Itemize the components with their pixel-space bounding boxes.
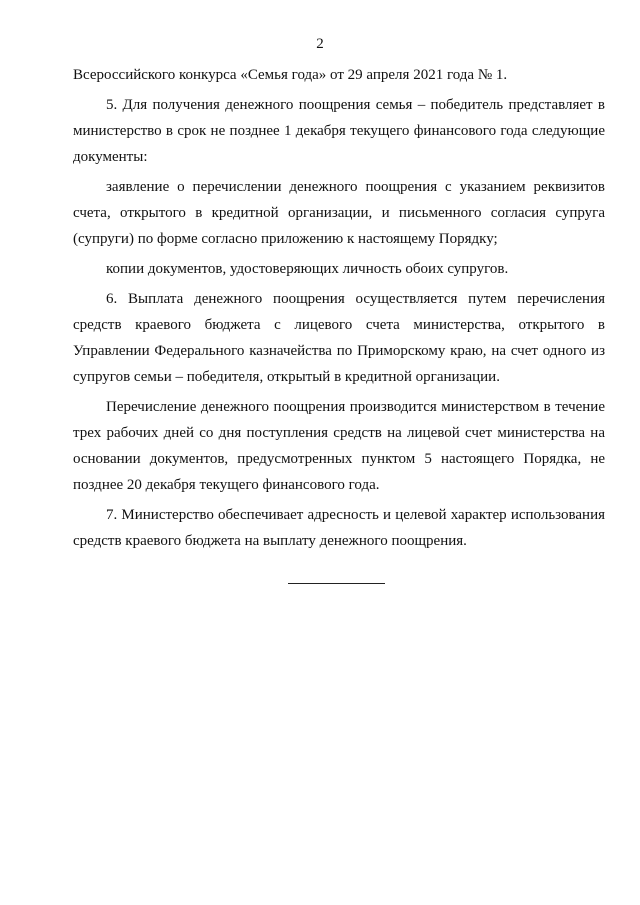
paragraph-item-7: 7. Министерство обеспечивает адресность и целевой характер использования средств краевого бюджета на выплату денежного поощрения. bbox=[73, 507, 605, 549]
paragraph-continuation: Всероссийского конкурса «Семья года» от 29 апреля 2021 года № 1. bbox=[73, 67, 508, 83]
paragraph-item-6: 6. Выплата денежного поощрения осуществляется путем перечисления средств краевого бюджета с лицевого счета министерства, открытого в Управлении Федерального казначейства по Приморскому краю, на счет одного из супругов семьи – победителя, открытый в кредитной организации. bbox=[73, 291, 605, 385]
document-body bbox=[73, 62, 605, 554]
end-divider-line bbox=[288, 583, 385, 584]
paragraph-transfer: Перечисление денежного поощрения производится министерством в течение трех рабочих дней со дня поступления средств на лицевой счет министерства на основании документов, предусмотренных пунктом 5 настоящего Порядка, не позднее 20 декабря текущего финансового года. bbox=[73, 399, 605, 493]
page-number: 2 bbox=[316, 36, 324, 52]
paragraph-list-id-copies: копии документов, удостоверяющих личность обоих супругов. bbox=[106, 261, 509, 277]
paragraph-item-5: 5. Для получения денежного поощрения семья – победитель представляет в министерство в срок не позднее 1 декабря текущего финансового года следующие документы: bbox=[73, 97, 605, 165]
paragraph-list-application: заявление о перечислении денежного поощрения с указанием реквизитов счета, открытого в кредитной организации, и письменного согласия супруга (супруги) по форме согласно приложению к настоящему Порядку; bbox=[73, 179, 605, 247]
